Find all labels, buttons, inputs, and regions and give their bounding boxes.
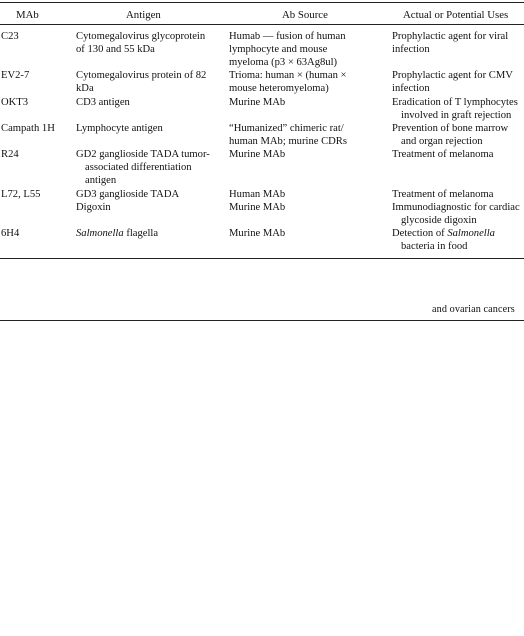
cell-ab-source: Trioma: human × (human × mouse heteromyeloma) xyxy=(229,70,347,94)
cell-ab-source: Humab — fusion of human lymphocyte and mouse myeloma (p3 × 63Ag8ul) xyxy=(229,31,346,68)
uses-pre: Detection of xyxy=(392,228,448,239)
column-header-ab-source: Ab Source xyxy=(282,9,328,21)
column-header-antigen: Antigen xyxy=(126,9,161,21)
cell-antigen: Digoxin xyxy=(76,202,111,213)
uses-post: bacteria in food xyxy=(401,241,468,252)
table-bottom-rule xyxy=(0,258,524,259)
cell-uses: Treatment of melanoma xyxy=(392,149,494,160)
cell-uses: Prophylactic agent for CMV infection xyxy=(392,70,513,94)
cell-antigen xyxy=(76,227,214,240)
cell-uses: Prevention of bone marrow and organ rejection xyxy=(392,123,509,147)
cell-mab: R24 xyxy=(1,149,19,160)
cell-antigen: CD3 antigen xyxy=(76,97,130,108)
cell-uses xyxy=(392,227,524,253)
cell-antigen: GD2 ganglioside TADA tumor- associated differentiation antigen xyxy=(76,149,210,186)
cell-ab-source: Murine MAb xyxy=(229,228,286,239)
cell-ab-source: Murine MAb xyxy=(229,97,286,108)
table-header-rule xyxy=(0,24,524,25)
uses-italic-genus: Salmonella xyxy=(447,228,495,239)
cell-mab: OKT3 xyxy=(1,97,29,108)
antigen-rest: flagella xyxy=(123,228,159,239)
cell-uses: Prophylactic agent for viral infection xyxy=(392,31,509,55)
cell-ab-source: Human MAb xyxy=(229,189,286,200)
antigen-italic-genus: Salmonella xyxy=(76,228,124,239)
cell-mab: C23 xyxy=(1,31,19,42)
cell-uses: Treatment of melanoma xyxy=(392,189,494,200)
second-table-rule xyxy=(0,320,524,321)
cell-antigen: Lymphocyte antigen xyxy=(76,123,163,134)
cell-uses: Immunodiagnostic for cardiac glycoside digoxin xyxy=(392,202,520,226)
cell-antigen: Cytomegalovirus glycoprotein of 130 and 55 kDa xyxy=(76,31,206,55)
cell-antigen: GD3 ganglioside TADA xyxy=(76,189,180,200)
cell-ab-source: “Humanized” chimeric rat/ human MAb; murine CDRs xyxy=(229,123,348,147)
cell-mab: Campath 1H xyxy=(1,123,55,134)
cell-uses: Eradication of T lymphocytes involved in graft rejection xyxy=(392,97,518,121)
table-top-rule xyxy=(0,2,524,3)
column-header-uses: Actual or Potential Uses xyxy=(403,9,509,21)
cell-mab: L72, L55 xyxy=(1,189,41,200)
cell-antigen: Cytomegalovirus protein of 82 kDa xyxy=(76,70,207,94)
cell-ab-source: Murine MAb xyxy=(229,149,286,160)
cell-ab-source: Murine MAb xyxy=(229,202,286,213)
cell-mab: EV2-7 xyxy=(1,70,30,81)
truncated-text-fragment: and ovarian cancers xyxy=(432,304,515,315)
cell-mab: 6H4 xyxy=(1,228,20,239)
column-header-mab: MAb xyxy=(16,9,39,21)
